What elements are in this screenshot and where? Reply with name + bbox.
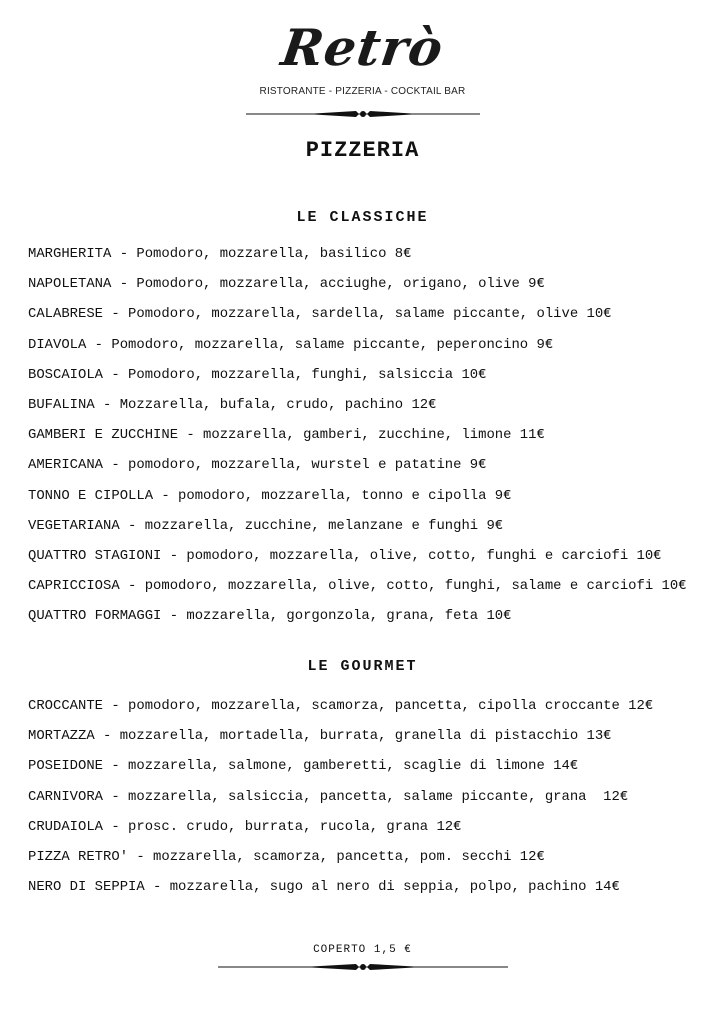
menu-item: CARNIVORA - mozzarella, salsiccia, pancetta, salame piccante, grana 12€: [28, 788, 629, 805]
menu-item: CROCCANTE - pomodoro, mozzarella, scamorza, pancetta, cipolla croccante 12€: [28, 698, 654, 714]
menu-item: QUATTRO STAGIONI - pomodoro, mozzarella, olive, cotto, funghi e carciofi 10€: [28, 548, 662, 564]
menu-item: NAPOLETANA - Pomodoro, mozzarella, acciughe, origano, olive 9€: [28, 276, 545, 293]
menu-item: NERO DI SEPPIA - mozzarella, sugo al nero di seppia, polpo, pachino 14€: [28, 879, 620, 896]
menu-item: BOSCAIOLA - Pomodoro, mozzarella, funghi, salsiccia 10€: [28, 366, 487, 383]
menu-item: TONNO E CIPOLLA - pomodoro, mozzarella, tonno e cipolla 9€: [28, 487, 512, 504]
section-title-classiche: LE CLASSICHE: [296, 209, 429, 226]
menu-item: VEGETARIANA - mozzarella, zucchine, melanzane e funghi 9€: [28, 517, 504, 534]
menu-item: CAPRICCIOSA - pomodoro, mozzarella, olive, cotto, funghi, salame e carciofi 10€: [28, 578, 687, 595]
menu-item: CRUDAIOLA - prosc. crudo, burrata, rucola, grana 12€: [28, 818, 462, 835]
tagline: RISTORANTE - PIZZERIA - COCKTAIL BAR: [259, 86, 466, 97]
coperto-note: COPERTO 1,5 €: [313, 944, 412, 956]
menu-item: MARGHERITA - Pomodoro, mozzarella, basilico 8€: [28, 246, 412, 262]
ornamental-divider-bottom: [218, 961, 508, 973]
page-title: PIZZERIA: [305, 138, 420, 163]
menu-item: QUATTRO FORMAGGI - mozzarella, gorgonzola, grana, feta 10€: [28, 608, 512, 625]
menu-item: CALABRESE - Pomodoro, mozzarella, sardella, salame piccante, olive 10€: [28, 306, 612, 323]
menu-item: PIZZA RETRO' - mozzarella, scamorza, pancetta, pom. secchi 12€: [28, 849, 545, 865]
section-title-gourmet: LE GOURMET: [307, 658, 418, 675]
menu-item: GAMBERI E ZUCCHINE - mozzarella, gamberi, zucchine, limone 11€: [28, 427, 545, 444]
menu-item: BUFALINA - Mozzarella, bufala, crudo, pachino 12€: [28, 397, 437, 413]
ornamental-divider-top: [246, 108, 480, 120]
menu-item: MORTAZZA - mozzarella, mortadella, burrata, granella di pistacchio 13€: [28, 728, 612, 745]
menu-item: AMERICANA - pomodoro, mozzarella, wurstel e patatine 9€: [28, 457, 487, 474]
logo: Retrò: [277, 18, 448, 77]
menu-item: DIAVOLA - Pomodoro, mozzarella, salame piccante, peperoncino 9€: [28, 336, 554, 353]
menu-item: POSEIDONE - mozzarella, salmone, gamberetti, scaglie di limone 14€: [28, 758, 579, 775]
